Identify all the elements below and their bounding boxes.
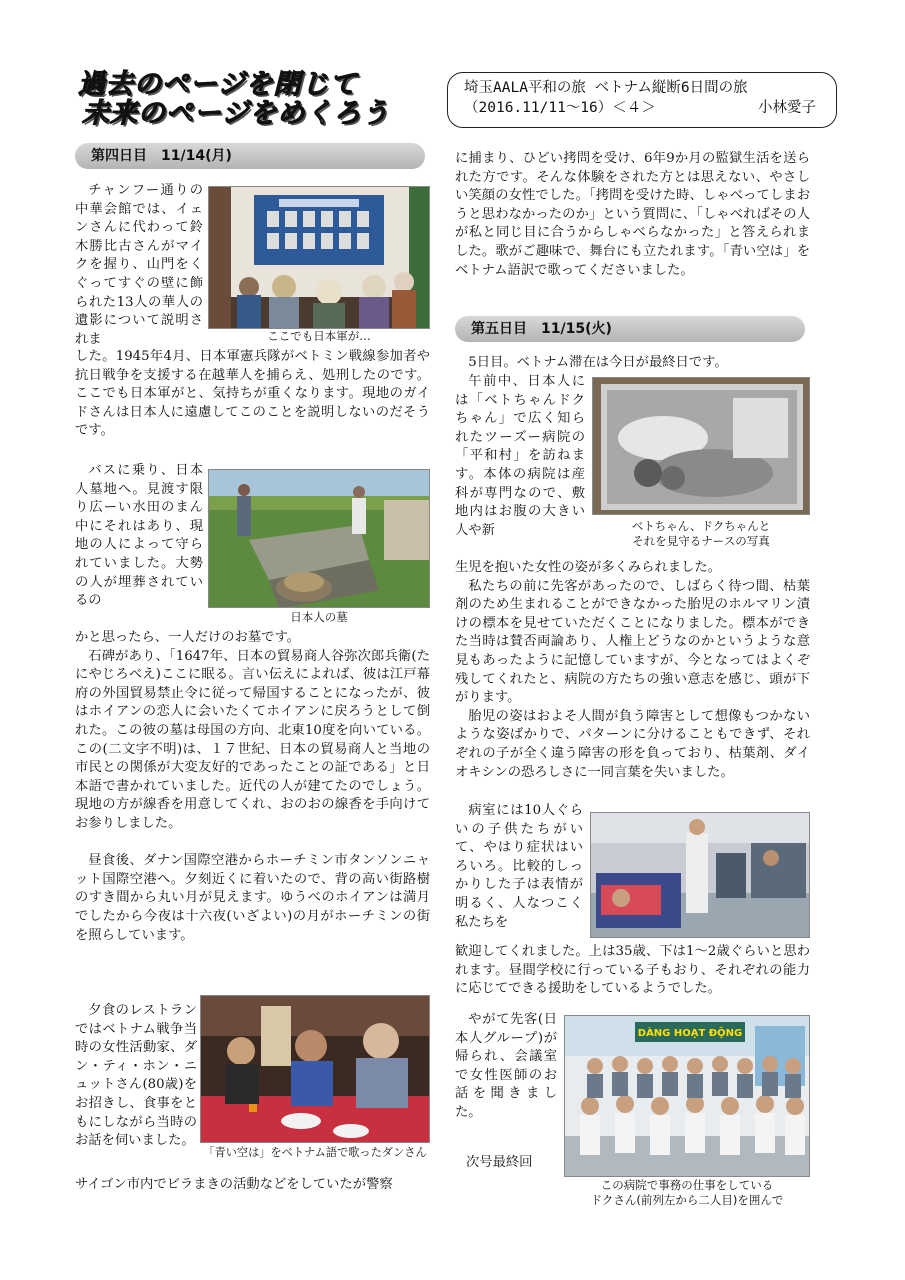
photo-viet-duc-caption-line2: それを見守るナースの写真: [632, 534, 770, 548]
photo-group-caption-line1: この病院で事務の仕事をしている: [600, 1178, 774, 1192]
photo-japanese-grave-caption: 日本人の墓: [290, 610, 348, 624]
feature-title: [78, 70, 438, 130]
day4-paragraph4: 昼食後、ダナン国際空港からホーチミン市タンソンニャット国際空港へ。夕刻近くに着いたので、背の高い街路樹のすき間から丸い月が見えます。ゆうべのホイアンは満月でしたから今夜は十六夜(いざよい)の月がホーチミンの街を照らしています。: [75, 853, 430, 943]
day4-paragraph1-full: した。1945年4月、日本軍憲兵隊がベトミン戦線参加者や抗日戦争を支援する在越華人を捕らえ、処刑したのです。ここでも日本軍がと、気持ちが重くなります。現地のガイドさんは日本人に遠慮してこのことを説明しないのだそうです。: [75, 349, 430, 439]
next-issue-note: 次号最終回: [466, 1155, 533, 1170]
photo-viet-duc-caption: [592, 519, 810, 549]
day4-paragraph1-wrap: チャンフー通りの中華会館では、イェンさんに代わって鈴木勝比古さんがマイクを握り、山門をくぐってすぐの壁に飾られた13人の華人の遺影について説明されま: [75, 183, 203, 347]
photo-hospital-ward: [590, 812, 810, 938]
photo-chinese-hall: [208, 186, 430, 329]
photo-group: [564, 1015, 810, 1177]
day5-body-block: [455, 559, 810, 782]
photo-dinner-caption: 「青い空は」をベトナム語で歌ったダンさん: [203, 1146, 427, 1159]
day4-body-block: [75, 629, 430, 945]
author-name: 小林愛子: [758, 100, 816, 116]
photo-group-caption: [564, 1178, 810, 1208]
day5-heading: 第五日目 11/15(火): [455, 316, 805, 342]
photo-japanese-grave: [208, 469, 430, 608]
day5-paragraph1: 5日目。ベトナム滞在は今日が最終日です。: [468, 355, 728, 370]
right-continuation: に捕まり、ひどい拷問を受け、6年9か月の監獄生活を送られた方です。そんな体験をされた方とは思えない、やさしい笑顔の女性でした。「拷問を受けた時、しゃべってしまおうと思わなかったのか」という質問に、「しゃべればその人が私と同じ目に合うからしゃべらなかった」と答えられました。歌がご趣味で、舞台にも立たれます。「青い空は」をベトナム語訳で歌ってくださいました。: [455, 151, 810, 278]
day5-paragraph5-wrap: 病室には10人ぐらいの子供たちがいて、やはり症状はいろいろ。比較的しっかりした子は表情が明るく、人なつこく私たちを: [455, 803, 583, 930]
day5-paragraph4: 胎児の姿はおよそ人間が負う障害として想像もつかないような姿ばかりで、パターンに分けることもできず、それぞれの子が全く違う障害の形を負っており、枯葉剤、ダイオキシンの恐ろしさに一同言葉を失いました。: [455, 708, 810, 780]
day5-paragraph5-full: 歓迎してくれました。上は35歳、下は1～2歳ぐらいと思われます。昼間学校に行っている子もおり、それぞれの能力に応じてできる援助をしているようでした。: [455, 944, 810, 997]
series-dates: （2016.11/11～16）＜４＞: [464, 100, 656, 116]
day4-heading: 第四日目 11/14(月): [75, 143, 425, 169]
photo-group-sign: DÀNG HOẠT ĐỘNG: [637, 1028, 743, 1039]
series-title: 埼玉AALA平和の旅 ベトナム縦断6日間の旅: [464, 80, 748, 96]
day5-paragraph2-full: 生児を抱いた女性の姿が多くみられました。: [455, 560, 721, 575]
day4-paragraph3: 石碑があり、「1647年、日本の貿易商人谷弥次郎兵衛(たにやじろべえ)ここに眠る。言い伝えによれば、彼は江戸幕府の外国貿易禁止令に従って帰国することになったが、彼はホイアンの恋人に会いたくてホイアンに戻ろうとして倒れた。この彼の墓は母国の方向、北東10度を向いている。この(二文字不明)は、１７世紀、日本の貿易商人と当地の市民との関係が大変友好的であったことの証である」と日本語で書かれていました。近代の人が建てたのでしょう。現地の方が線香を用意してくれ、おのおの線香を手向けてお参りしました。: [75, 648, 430, 831]
day5-paragraph3: 私たちの前に先客があったので、しばらく待つ間、枯葉剤のため生まれることができなかった胎児のホルマリン漬けの標本を見せていただくことになりました。標本ができた当時は賛否両論あり、人権上どうなのかというような意見もあったように記憶していますが、今となってはよくぞ残してくれたと、病院の方たちの強い意志を感じ、頭が下がります。: [455, 578, 810, 706]
day4-paragraph5-wrap: 夕食のレストランではベトナム戦争当時の女性活動家、ダン・ティ・ホン・ニュットさん(80歳)をお招きし、食事をともにしながら当時のお話を伺いました。: [75, 1003, 197, 1149]
day4-paragraph2-wrap: バスに乗り、日本人墓地へ。見渡す限り広ーい水田のまん中にそれはあり、現地の人によって守られていました。大勢の人が埋葬されているの: [75, 463, 203, 609]
photo-viet-duc-caption-line1: ベトちゃん、ドクちゃんと: [631, 519, 771, 533]
day4-paragraph5-full: サイゴン市内でビラまきの活動などをしていたが警察: [75, 1177, 393, 1192]
photo-chinese-hall-caption: ここでも日本軍が…: [267, 329, 371, 343]
feature-title-line1: 過去のページを閉じて: [78, 69, 358, 100]
day5-paragraph2-wrap: 午前中、日本人には「ベトちゃんドクちゃん」で広く知られたツーズー病院の「平和村」を訪ねます。本体の病院は産科が専門なので、敷地内はお腹の大きい人や新: [455, 374, 585, 538]
day5-paragraph6-wrap: やがて先客(日本人グループ)が帰られ、会議室で女性医師のお話を聞きました。: [455, 1012, 557, 1120]
photo-group-caption-line2: ドクさん(前列左から二人目)を囲んで: [590, 1193, 784, 1207]
photo-viet-duc: [592, 377, 810, 515]
day4-paragraph2-full: かと思ったら、一人だけのお墓です。: [75, 630, 300, 645]
photo-dinner: [200, 995, 430, 1143]
feature-title-line2: 未来のページをめくろう: [82, 98, 390, 129]
series-header-box: [447, 72, 837, 128]
